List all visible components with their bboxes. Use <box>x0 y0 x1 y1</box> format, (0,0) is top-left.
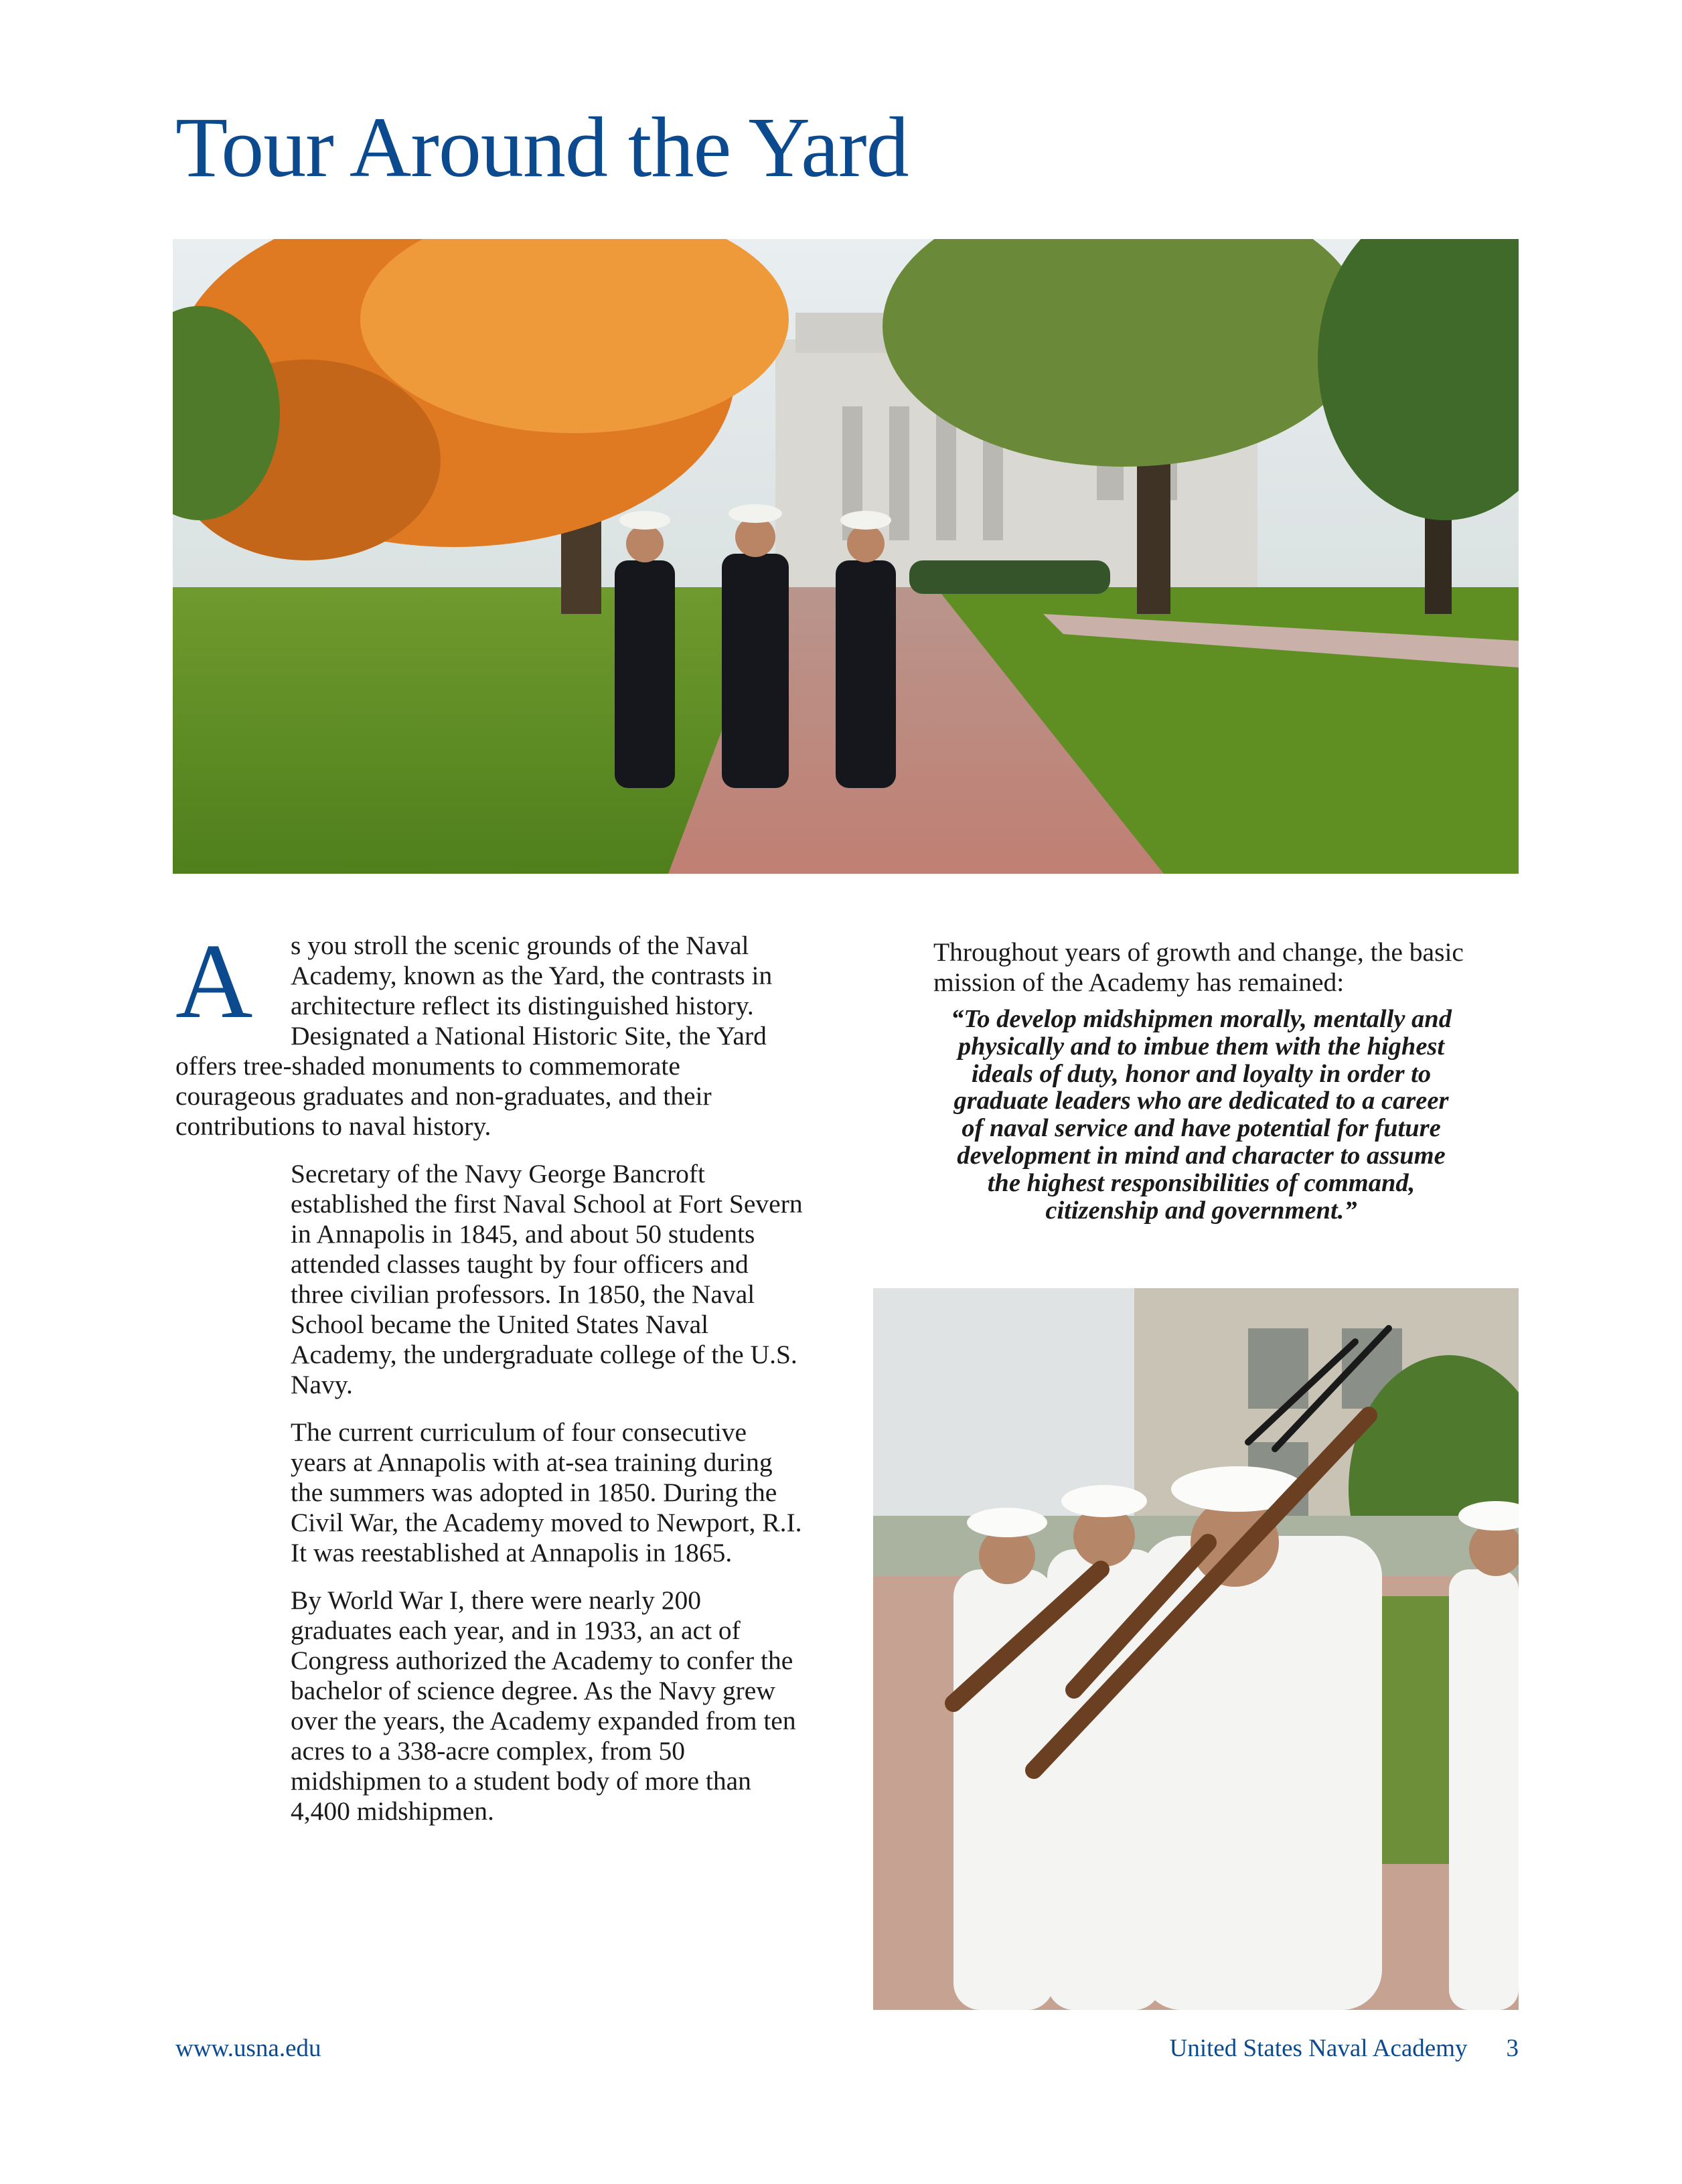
footer-publication: United States Naval Academy <box>1169 2035 1468 2062</box>
history-column <box>175 921 805 1844</box>
page-title: Tour Around the Yard <box>175 100 909 195</box>
mission-intro: Throughout years of growth and change, the basic mission of the Academy has remained: <box>933 937 1464 998</box>
footer-right <box>1170 2034 1519 2063</box>
mission-quote: “To develop midshipmen morally, mentally and physically and to imbue them with the highest ideals of duty, honor and loyalty in order to graduate leaders who are dedicated to a career of naval service and have potential for future development in mind and character to assume the highest responsibilities of command, citizenship and government.” <box>951 1005 1452 1225</box>
intro-paragraph <box>175 921 805 1142</box>
intro-text: s you stroll the scenic grounds of the Naval Academy, known as the Yard, the contrasts in architecture reflect its distinguished history. Designated a National Historic Site, the Yard offers tree-shaded monuments to commemorate courageous graduates and non-graduates, and their contributions to naval history. <box>175 931 773 1142</box>
mission-column <box>933 937 1469 1232</box>
footer-url[interactable]: www.usna.edu <box>175 2035 321 2062</box>
growth-paragraph: By World War I, there were nearly 200 graduates each year, and in 1933, an act of Congress authorized the Academy to confer the bachelor of science degree. As the Navy grew over the years, the Academy expanded from ten acres to a 338-acre complex, from 50 midshipmen to a student body of more than 4,400 midshipmen. <box>291 1585 796 1826</box>
curriculum-paragraph: The current curriculum of four consecutive years at Annapolis with at-sea training during the summers was adopted in 1850. During the Civil War, the Academy moved to Newport, R.I. It was reestablished at Annapolis in 1865. <box>291 1417 802 1568</box>
yard-walk-illustration <box>173 239 1519 874</box>
drop-cap: A <box>175 921 253 1040</box>
parade-photo <box>873 1288 1519 2010</box>
parade-illustration <box>873 1288 1519 2010</box>
page-number: 3 <box>1506 2035 1519 2062</box>
yard-walk-photo <box>173 239 1519 874</box>
founding-paragraph: Secretary of the Navy George Bancroft established the first Naval School at Fort Severn in Annapolis in 1845, and about 50 students attended classes taught by four officers and three civilian professors. In 1850, the Naval School became the United States Naval Academy, the undergraduate college of the U.S. Navy. <box>291 1159 803 1400</box>
